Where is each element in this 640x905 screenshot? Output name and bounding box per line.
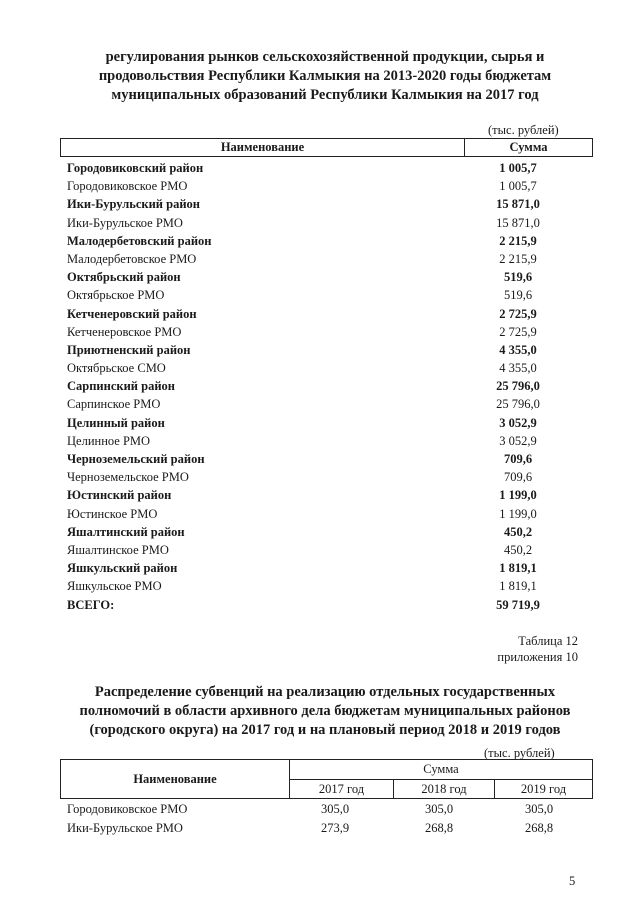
- table-row: [0, 323, 640, 341]
- table-row: [0, 232, 640, 250]
- table-row: [0, 268, 640, 286]
- table-row: [0, 377, 640, 395]
- row-value: 1 005,7: [499, 161, 537, 175]
- table1-unit-label: (тыс. рублей): [488, 123, 559, 137]
- heading-line: муниципальных образований Республики Калмыкия на 2017 год: [111, 87, 539, 103]
- row-name: Яшкульский район: [67, 561, 178, 576]
- table2-header-year-2019: 2019 год: [520, 782, 567, 796]
- table-row: [0, 214, 640, 232]
- table-row: [0, 800, 640, 819]
- row-value: 59 719,9: [496, 597, 540, 612]
- row-value: 2 725,9: [499, 324, 537, 339]
- row-name: Кетченеровский район: [67, 306, 197, 321]
- row-value: 1 819,1: [499, 561, 537, 576]
- row-value: 709,6: [503, 470, 533, 485]
- value-2017: 305,0: [320, 802, 350, 816]
- table2-header: [60, 759, 593, 799]
- row-name: Целинное РМО: [67, 433, 151, 448]
- row-value: 1 199,0: [499, 488, 537, 503]
- row-name: Малодербетовский район: [67, 233, 212, 248]
- table-row: [0, 286, 640, 304]
- table2-unit-label: (тыс. рублей): [484, 746, 555, 760]
- heading-line: (городского округа) на 2017 год и на плановый период 2018 и 2019 годов: [89, 722, 561, 738]
- row-name: Ики-Бурульское РМО: [67, 821, 183, 835]
- table-row: [0, 523, 640, 541]
- row-value: 3 052,9: [499, 433, 537, 448]
- row-value: 1 819,1: [499, 579, 537, 594]
- row-name: Сарпинское РМО: [67, 397, 161, 412]
- row-name: Малодербетовское РМО: [67, 251, 197, 266]
- heading-line: полномочий в области архивного дела бюджетам муниципальных районов: [79, 703, 571, 719]
- row-value: 2 215,9: [499, 233, 537, 248]
- table-row: [0, 195, 640, 213]
- row-value: 519,6: [503, 270, 533, 285]
- row-name: Сарпинский район: [67, 379, 175, 394]
- row-name: Кетченеровское РМО: [67, 324, 182, 339]
- heading-line: Распределение субвенций на реализацию отдельных государственных: [94, 684, 556, 700]
- table-row: [0, 559, 640, 577]
- row-name: Городовиковский район: [67, 161, 204, 175]
- row-name: Черноземельский район: [67, 452, 205, 466]
- row-name: Октябрьский район: [67, 270, 181, 285]
- table1-header-row: [60, 138, 593, 157]
- row-name: Приютненский район: [67, 342, 191, 357]
- table-row: [0, 359, 640, 377]
- row-value: 15 871,0: [496, 215, 540, 230]
- row-name: Октябрьское РМО: [67, 288, 165, 303]
- row-value: 1 005,7: [499, 179, 537, 194]
- heading-line: продовольствия Республики Калмыкия на 2013-2020 годы бюджетам: [98, 68, 552, 84]
- table-row: [0, 305, 640, 323]
- table-row: [0, 177, 640, 195]
- table-row: [0, 395, 640, 413]
- table-row: [0, 341, 640, 359]
- table-row: [0, 486, 640, 504]
- row-value: 25 796,0: [496, 397, 540, 412]
- table-row: [0, 414, 640, 432]
- table2-header-name: Наименование: [61, 760, 290, 798]
- table1-header-name: Наименование: [61, 139, 465, 156]
- table-row: [0, 468, 640, 486]
- row-name: Юстинское РМО: [67, 506, 158, 521]
- row-name: ВСЕГО:: [67, 597, 115, 612]
- section-heading-1: [60, 48, 590, 105]
- table-row: [0, 577, 640, 595]
- row-value: 709,6: [503, 452, 533, 466]
- table-row: [0, 432, 640, 450]
- row-name: Ики-Бурульское РМО: [67, 215, 183, 230]
- page-number: 5: [569, 874, 576, 888]
- row-value: 3 052,9: [499, 415, 537, 430]
- heading-line: регулирования рынков сельскохозяйственной продукции, сырья и: [105, 49, 545, 65]
- table-row: [0, 159, 640, 177]
- row-value: 519,6: [503, 288, 533, 303]
- table2-body: [0, 800, 640, 838]
- row-name: Ики-Бурульский район: [67, 197, 200, 212]
- table2-header-year-2018: 2018 год: [394, 780, 495, 798]
- table2-header-year-2017: 2017 год: [290, 780, 394, 798]
- table-caption-line: Таблица 12: [518, 634, 578, 648]
- table-row: [0, 541, 640, 559]
- table2-header-sum: Сумма: [290, 760, 592, 780]
- table1-header-sum: Сумма: [509, 140, 548, 154]
- row-name: Городовиковское РМО: [67, 802, 188, 816]
- row-name: Яшалтинский район: [67, 524, 185, 539]
- section-heading-2: [60, 683, 590, 740]
- row-value: 450,2: [503, 542, 533, 557]
- row-name: Яшалтинское РМО: [67, 542, 169, 557]
- row-name: Черноземельское РМО: [67, 470, 189, 485]
- row-value: 1 199,0: [499, 506, 537, 521]
- value-2018: 305,0: [424, 802, 454, 816]
- row-name: Юстинский район: [67, 488, 172, 503]
- row-value: 2 215,9: [499, 251, 537, 266]
- table1-body: [0, 159, 640, 614]
- value-2019: 305,0: [524, 802, 554, 816]
- row-value: 4 355,0: [499, 361, 537, 376]
- value-2017: 273,9: [320, 821, 350, 835]
- row-name: Октябрьское СМО: [67, 361, 166, 376]
- row-value: 25 796,0: [496, 379, 540, 394]
- value-2019: 268,8: [524, 821, 554, 835]
- row-value: 15 871,0: [496, 197, 540, 212]
- row-value: 4 355,0: [499, 342, 537, 357]
- row-value: 2 725,9: [499, 306, 537, 321]
- value-2018: 268,8: [424, 821, 454, 835]
- table-row: [0, 450, 640, 468]
- row-name: Городовиковское РМО: [67, 179, 188, 194]
- table-row: [0, 250, 640, 268]
- table-caption: [497, 633, 578, 665]
- table-row: [0, 819, 640, 838]
- row-name: Целинный район: [67, 415, 165, 430]
- table-row: [0, 596, 640, 614]
- row-value: 450,2: [503, 524, 533, 539]
- table-caption-line: приложения 10: [497, 650, 578, 664]
- table-row: [0, 505, 640, 523]
- row-name: Яшкульское РМО: [67, 579, 162, 594]
